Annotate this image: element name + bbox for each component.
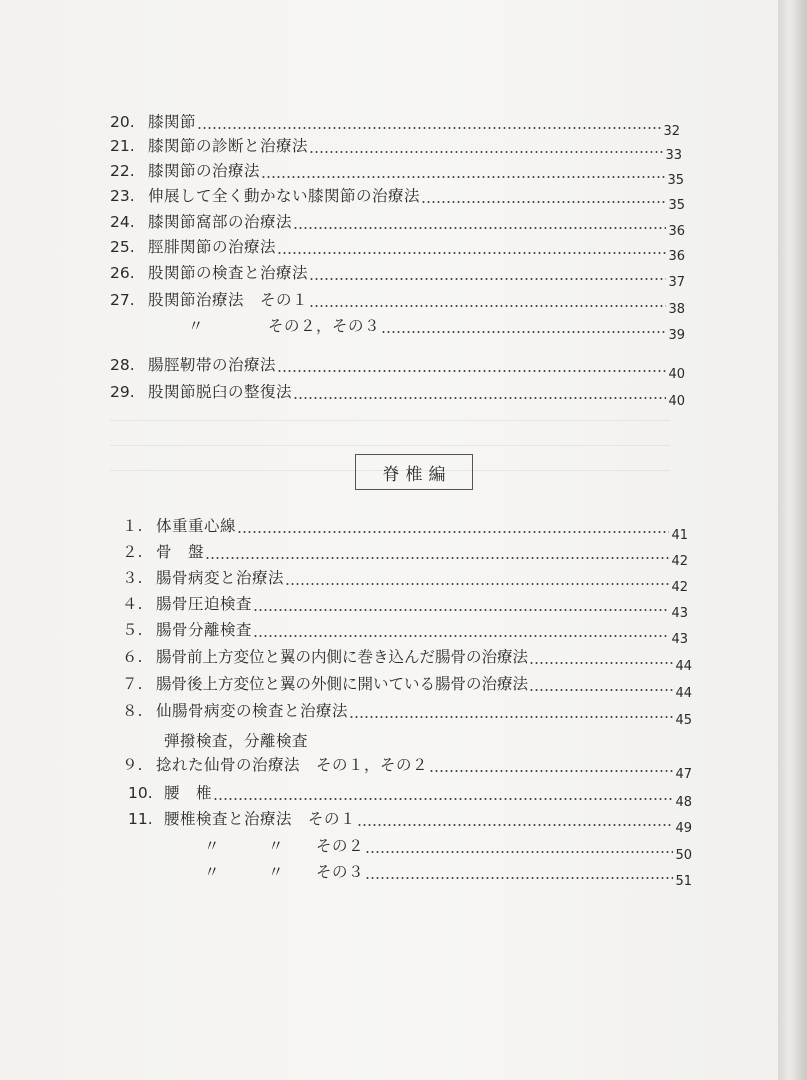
dot-leader <box>213 783 673 803</box>
dot-leader <box>309 290 666 310</box>
section-heading-box <box>355 454 473 490</box>
entry-title: 体重重心線 <box>156 517 237 535</box>
toc-entry-1[interactable] <box>122 516 688 543</box>
dot-leader <box>365 836 673 856</box>
entry-page-number: 45 <box>675 713 692 728</box>
toc-entry-26[interactable] <box>110 263 685 290</box>
entry-number: 24. <box>110 213 135 231</box>
toc-entry-2[interactable] <box>122 542 688 569</box>
dot-leader <box>529 647 673 667</box>
entry-number: 28. <box>110 356 135 374</box>
entry-page-number: 51 <box>675 874 692 889</box>
entry-number: １. <box>122 517 143 535</box>
toc-entry-10[interactable] <box>128 783 692 810</box>
entry-page-number: 43 <box>671 632 688 647</box>
entry-page-number: 47 <box>675 767 692 782</box>
dot-leader <box>237 516 669 536</box>
dot-leader <box>285 568 669 588</box>
dot-leader <box>429 755 673 775</box>
bleed-through-line <box>110 445 670 446</box>
toc-entry-25[interactable] <box>110 237 685 264</box>
entry-title: 脛腓関節の治療法 <box>148 238 277 256</box>
entry-page-number: 42 <box>671 580 688 595</box>
dot-leader <box>277 355 666 375</box>
toc-entry-6[interactable] <box>122 647 692 674</box>
entry-page-number: 39 <box>668 328 685 343</box>
entry-number: ４. <box>122 595 143 613</box>
toc-entry-28[interactable] <box>110 355 685 382</box>
entry-number: ８. <box>122 702 143 720</box>
dot-leader <box>357 809 673 829</box>
entry-number: 29. <box>110 383 135 401</box>
entry-title: 腸骨後上方変位と翼の外側に開いている腸骨の治療法 <box>156 675 529 693</box>
toc-entry-8[interactable] <box>122 701 692 728</box>
entry-title: 膝関節の治療法 <box>148 162 261 180</box>
section-heading: 脊椎編 <box>382 464 452 485</box>
entry-page-number: 44 <box>675 659 692 674</box>
dot-leader <box>197 112 661 132</box>
dot-leader <box>421 186 666 206</box>
entry-title: 〃 〃 その２ <box>204 837 365 855</box>
entry-page-number: 42 <box>671 554 688 569</box>
toc-entry-27[interactable] <box>110 290 685 317</box>
toc-entry-23[interactable] <box>110 186 685 213</box>
toc-entry-11-cont-3[interactable] <box>128 862 692 889</box>
entry-page-number: 36 <box>668 224 685 239</box>
dot-leader <box>261 161 665 181</box>
entry-page-number: 40 <box>668 367 685 382</box>
entry-number: 20. <box>110 113 135 131</box>
entry-number: 25. <box>110 238 135 256</box>
entry-8-subline: 弾撥検査，分離検査 <box>164 732 309 750</box>
entry-title: 腸脛靭帯の治療法 <box>148 356 277 374</box>
dot-leader <box>349 701 673 721</box>
dot-leader <box>309 136 663 156</box>
entry-number: ６. <box>122 648 143 666</box>
entry-title: 仙腸骨病変の検査と治療法 <box>156 702 349 720</box>
entry-page-number: 41 <box>671 528 688 543</box>
dot-leader <box>277 237 666 257</box>
entry-page-number: 49 <box>675 821 692 836</box>
entry-title: 膝関節 <box>148 113 197 131</box>
entry-title: 〃 その２，その３ <box>188 317 381 335</box>
entry-title: 膝関節窩部の治療法 <box>148 213 293 231</box>
dot-leader <box>309 263 666 283</box>
entry-page-number: 43 <box>671 606 688 621</box>
entry-title: 股関節治療法 その１ <box>148 291 309 309</box>
entry-title: 股関節の検査と治療法 <box>148 264 309 282</box>
entry-title: 腰椎検査と治療法 その１ <box>164 810 357 828</box>
entry-title: 骨 盤 <box>156 543 205 561</box>
entry-number: 26. <box>110 264 135 282</box>
dot-leader <box>293 382 666 402</box>
page-edge <box>778 0 807 1080</box>
entry-number: 11. <box>128 810 153 828</box>
toc-entry-29[interactable] <box>110 382 685 409</box>
entry-title: 腸骨前上方変位と翼の内側に巻き込んだ腸骨の治療法 <box>156 648 529 666</box>
entry-number: ９. <box>122 756 143 774</box>
entry-number: 10. <box>128 784 153 802</box>
entry-page-number: 35 <box>667 173 684 188</box>
entry-title: 腸骨圧迫検査 <box>156 595 253 613</box>
entry-number: 27. <box>110 291 135 309</box>
dot-leader <box>293 212 666 232</box>
entry-title: 腸骨病変と治療法 <box>156 569 285 587</box>
entry-page-number: 35 <box>668 198 685 213</box>
toc-entry-7[interactable] <box>122 674 692 701</box>
toc-entry-24[interactable] <box>110 212 685 239</box>
entry-title: 腸骨分離検査 <box>156 621 253 639</box>
entry-page-number: 40 <box>668 394 685 409</box>
entry-title: 腰 椎 <box>164 784 213 802</box>
entry-number: 22. <box>110 162 135 180</box>
entry-title: 捻れた仙骨の治療法 その１，その２ <box>156 756 429 774</box>
toc-entry-3[interactable] <box>122 568 688 595</box>
entry-page-number: 38 <box>668 302 685 317</box>
toc-entry-5[interactable] <box>122 620 688 647</box>
dot-leader <box>381 316 666 336</box>
entry-page-number: 48 <box>675 795 692 810</box>
entry-number: ２. <box>122 543 143 561</box>
entry-page-number: 36 <box>668 249 685 264</box>
toc-entry-22[interactable] <box>110 161 684 188</box>
toc-entry-21[interactable] <box>110 136 682 163</box>
entry-page-number: 37 <box>668 275 685 290</box>
dot-leader <box>253 594 669 614</box>
entry-page-number: 50 <box>675 848 692 863</box>
entry-number: 21. <box>110 137 135 155</box>
entry-title: 〃 〃 その３ <box>204 863 365 881</box>
entry-number: ５. <box>122 621 143 639</box>
dot-leader <box>205 542 669 562</box>
entry-page-number: 44 <box>675 686 692 701</box>
dot-leader <box>365 862 673 882</box>
entry-title: 膝関節の診断と治療法 <box>148 137 309 155</box>
entry-page-number: 33 <box>665 148 682 163</box>
toc-entry-4[interactable] <box>122 594 688 621</box>
toc-entry-27-cont[interactable] <box>110 316 685 343</box>
entry-number: ７. <box>122 675 143 693</box>
entry-title: 股関節脱臼の整復法 <box>148 383 293 401</box>
bleed-through-line <box>110 420 670 421</box>
entry-page-number: 32 <box>663 124 680 139</box>
toc-entry-11[interactable] <box>128 809 692 836</box>
toc-entry-11-cont-2[interactable] <box>128 836 692 863</box>
dot-leader <box>529 674 673 694</box>
dot-leader <box>253 620 669 640</box>
entry-number: ３. <box>122 569 143 587</box>
toc-entry-9[interactable] <box>122 755 692 782</box>
entry-title: 伸展して全く動かない膝関節の治療法 <box>148 187 421 205</box>
entry-number: 23. <box>110 187 135 205</box>
toc-entry-20[interactable] <box>110 112 680 139</box>
